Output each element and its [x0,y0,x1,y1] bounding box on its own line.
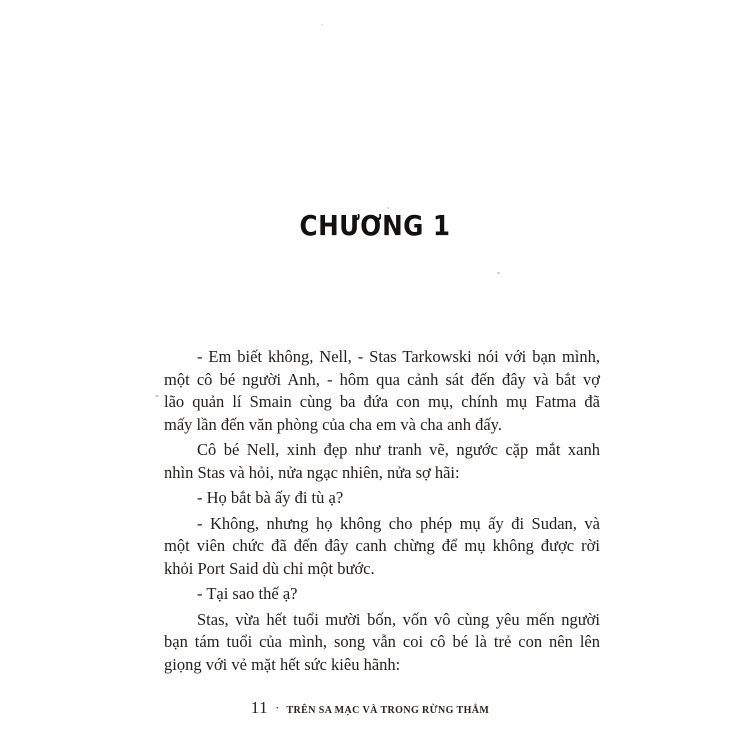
text-line: - Em biết không, Nell, - Stas Tarkowski nói với bạn mình, [197,347,600,366]
paragraph [164,513,600,581]
text-line: Cô bé Nell, xinh đẹp như tranh vẽ, ngước cặp mắt xanh [197,440,600,459]
paragraph [164,439,600,484]
scan-speck [497,272,500,274]
text-line: giọng với vẻ mặt hết sức kiêu hãnh: [164,654,401,674]
text-line: lão quản lí Smain cùng ba đứa con mụ, chính mụ Fatma đã [164,392,600,411]
text-line: một cô bé người Anh, - hôm qua cảnh sát đến đây và bắt vợ [164,369,600,389]
scan-speck [387,207,389,209]
page-footer [0,698,745,718]
body-text [164,346,600,676]
text-line: khỏi Port Said dù chỉ một bước. [164,558,375,578]
paragraph [164,583,600,606]
scan-speck [321,24,323,26]
paragraph [164,346,600,436]
text-line: - Họ bắt bà ấy đi tù ạ? [197,488,344,507]
text-line: - Không, nhưng họ không cho phép mụ ấy đi Sudan, và [197,513,600,533]
text-line: nhìn Stas và hỏi, nửa ngạc nhiên, nửa sợ hãi: [164,462,460,482]
chapter-title: CHƯƠNG 1 [299,209,451,242]
text-line: - Tại sao thế ạ? [197,584,298,603]
footer-separator: · [275,700,280,715]
text-line: Stas, vừa hết tuổi mười bốn, vốn vô cùng yêu mến người [197,609,600,629]
text-line: một viên chức đã đến đây canh chừng để mụ không được rời [164,536,600,555]
scan-speck [155,395,159,397]
text-line: mấy lần đến văn phòng của cha em và cha anh đấy. [164,414,502,434]
paragraph [164,487,600,510]
paragraph [164,609,600,677]
page-number: 11 [250,698,269,717]
text-line: bạn tám tuổi của mình, song vẫn coi cô bé là trẻ con nên lên [164,632,600,651]
running-title: TRÊN SA MẠC VÀ TRONG RỪNG THẲM [286,705,490,716]
